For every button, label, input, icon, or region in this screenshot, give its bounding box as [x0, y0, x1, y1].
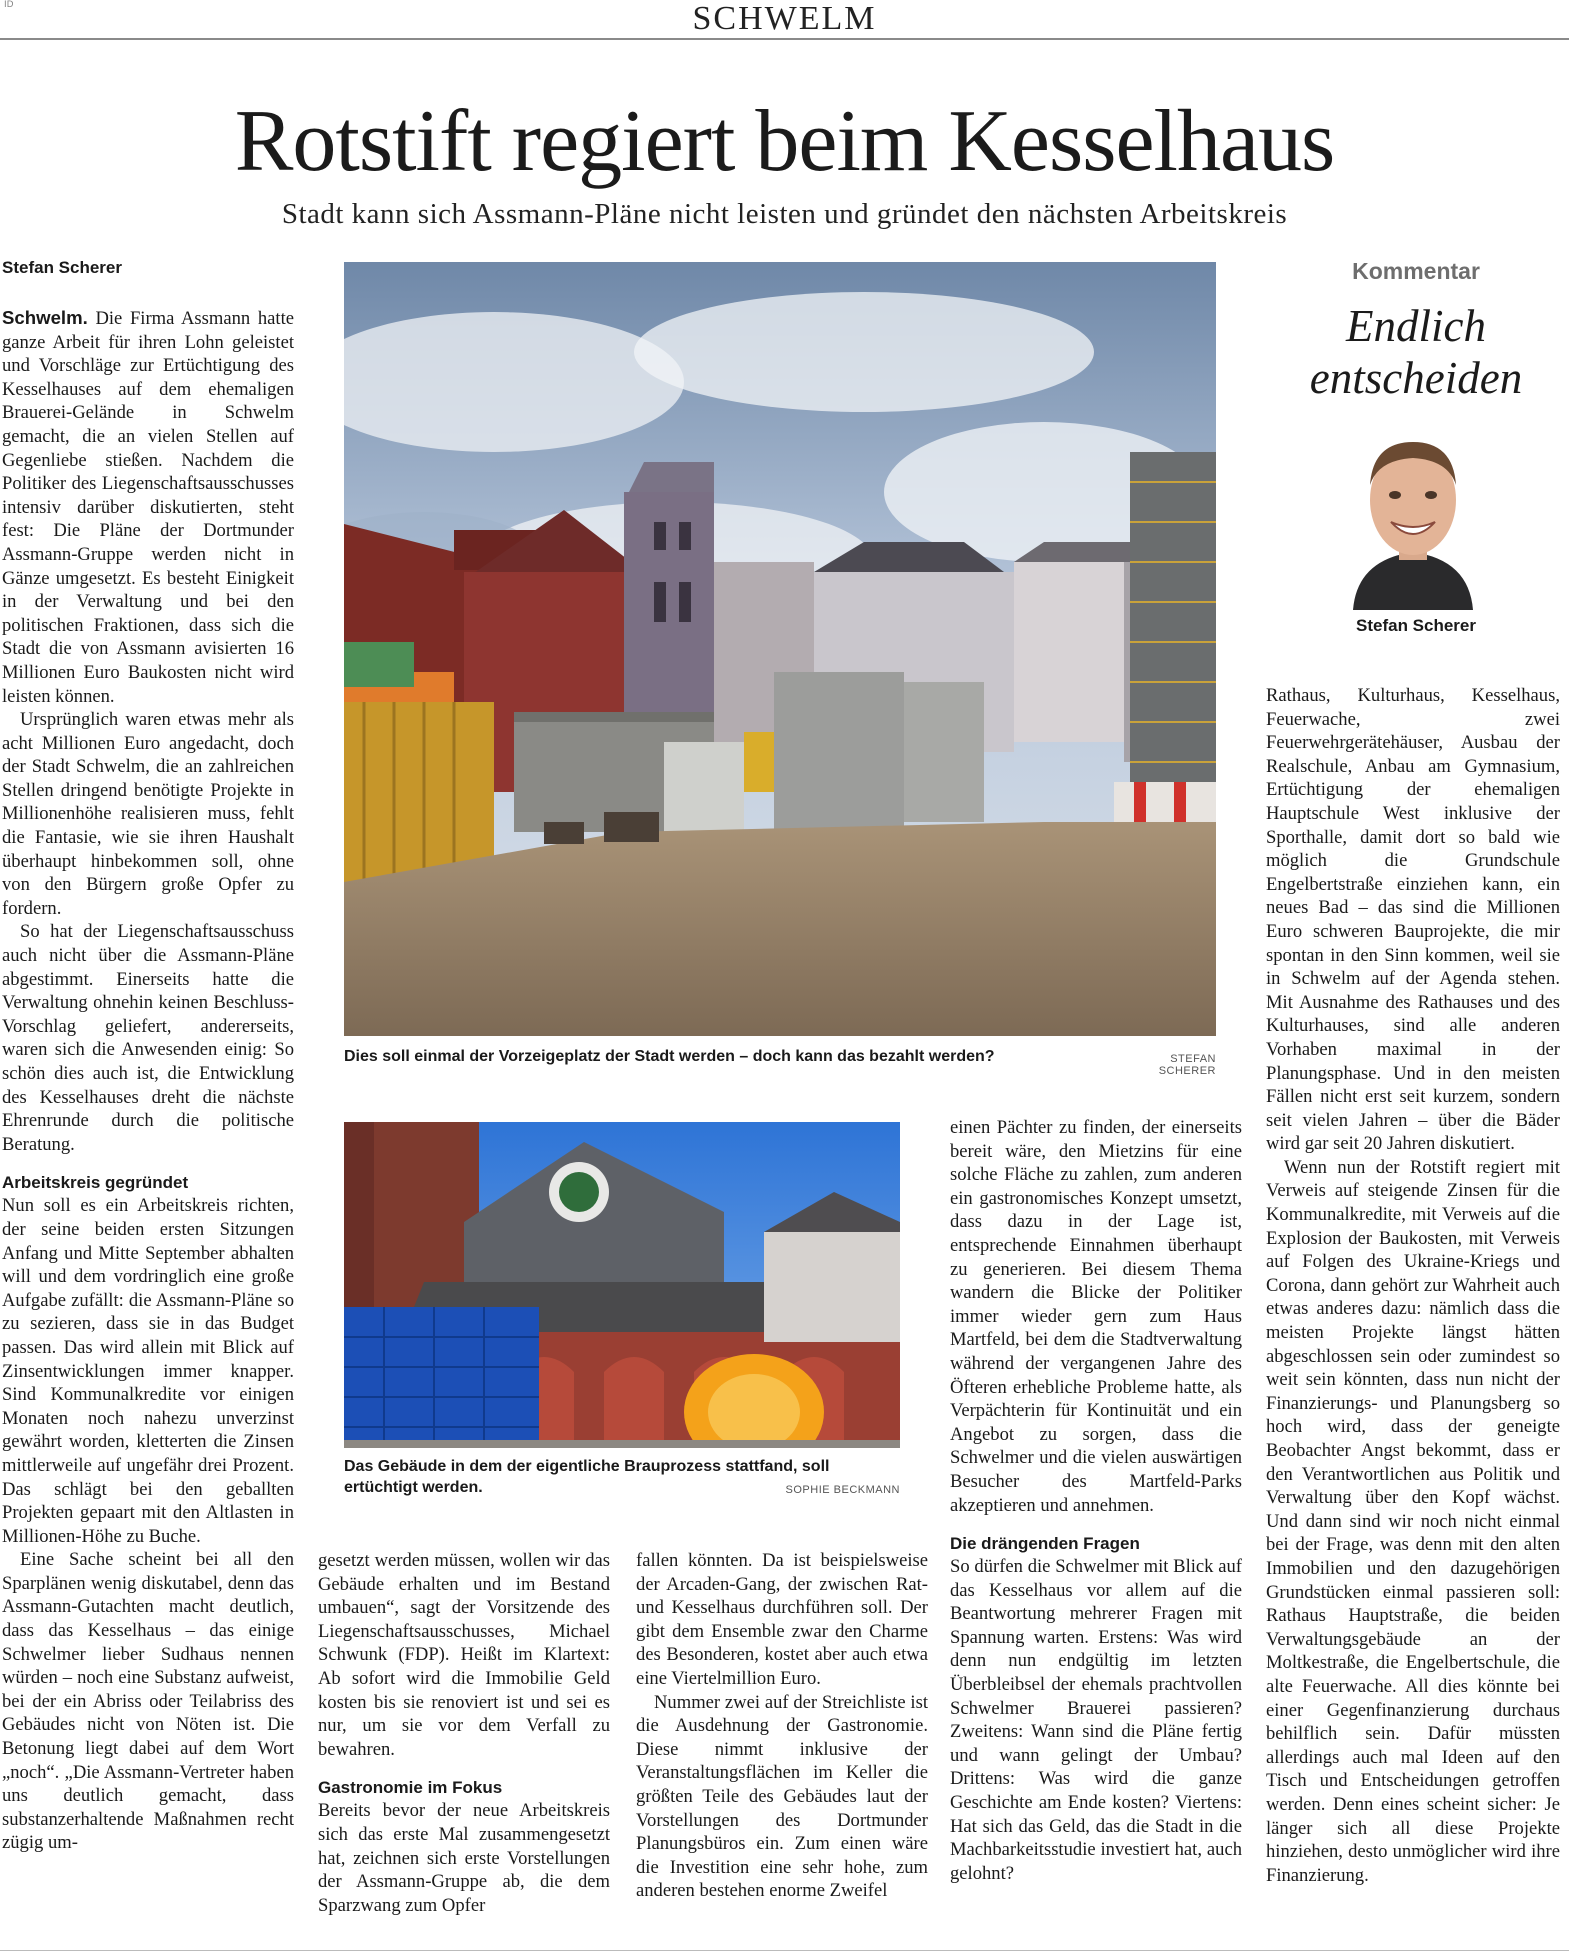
- article-column-3: [636, 1549, 928, 1903]
- corner-mark: ID: [4, 0, 14, 10]
- commentary-author: Stefan Scherer: [1356, 616, 1476, 635]
- article-paragraph: So hat der Liegenschaftsausschuss auch nicht über die Assmann-Pläne abgestimmt. Einerseits hatte die Verwaltung ohnehin keinen Beschluss-Vorschlag geliefert, andererseits, waren sich die Anwesenden einig: So schön dies auch ist, die Entwicklung des Kesselhauses dreht die nächste Ehrenrunde durch die politische Beratung.: [2, 921, 294, 1155]
- commentary-label: Kommentar: [1352, 258, 1480, 284]
- author-byline: Stefan Scherer: [2, 258, 122, 277]
- author-portrait: [1343, 430, 1483, 610]
- article-paragraph: gesetzt werden müssen, wollen wir das Gebäude erhalten und im Bestand umbauen“, sagt der Vorsitzende des Liegenschaftsausschusses, Michael Schwunk (FDP). Heißt im Klartext: Ab sofort wird die Immobilie Geld kosten bis sie renoviert ist und sei es nur, um sie vor dem Verfall zu bewahren.: [318, 1550, 610, 1760]
- second-photo-credit: SOPHIE BECKMANN: [785, 1484, 900, 1496]
- main-photo-caption: Dies soll einmal der Vorzeigeplatz der Stadt werden – doch kann das bezahlt werden?: [344, 1048, 995, 1065]
- main-photo-image: [344, 262, 1216, 1036]
- bottom-rule: [0, 1950, 1569, 1951]
- second-photo-image: [344, 1122, 900, 1448]
- article-column-2: [318, 1549, 610, 1917]
- commentary-paragraph: Wenn nun der Rotstift regiert mit Verweis auf steigende Zinsen für die Kommunalkredite, mit Verweis auf die Explosion der Baukosten, mit Verweis auf Folgen des Ukraine-Kriegs und Corona, dann gehört zur Wahrheit auch etwas anderes dazu: nämlich dass die meisten Projekte längst hätten abgeschlossen sein oder zumindest so weit sein könnten, dass nun nicht der Finanzierungs- und Planungsberg so hoch wird, dass der geneigte Beobachter Angst bekommt, dass er den Verantwortlichen aus Politik und Verwaltung über den Kopf wächst. Und dann sind wir noch nicht einmal bei der Frage, was denn mit den alten Immobilien und den dazugehörigen Grundstücken einmal passieren soll: Rathaus Hauptstraße, die beiden Verwaltungsgebäude an der Moltkestraße, die Engelbertschule, die alte Feuerwache. All dies könnte bei einer Gegenfinanzierung durchaus behilflich sein. Dafür müssten allerdings auch mal Ideen auf den Tisch und Entscheidungen getroffen werden. Denn eines scheint sicher: Je länger sich all diese Projekte hinziehen, desto unmöglicher wird ihre Finanzierung.: [1266, 1156, 1560, 1886]
- commentary-title-line: Endlich: [1346, 301, 1486, 351]
- article-paragraph: Nummer zwei auf der Streichliste ist die Ausdehnung der Gastronomie. Diese nimmt inklusive der Veranstaltungsflächen im Keller die größten Teile des Gebäudes laut der Vorstellungen des Dortmunder Planungsbüros ein. Zum einen wäre die Investition eine sehr hohe, zum anderen bestehen enorme Zweifel: [636, 1691, 928, 1902]
- commentary-body: [1266, 684, 1560, 1887]
- article-column-1: [2, 306, 294, 1855]
- article-paragraph: [2, 306, 294, 708]
- section-title: SCHWELM: [692, 0, 877, 37]
- author-portrait-image: [1343, 430, 1483, 610]
- article-column-4: [950, 1116, 1242, 1885]
- commentary-title-line: entscheiden: [1309, 353, 1523, 403]
- paragraph-text: Die Firma Assmann hatte ganze Arbeit für ihren Lohn geleistet und Vorschläge zur Ertüchtigung des Kesselhauses auf dem ehemaligen Brauerei-Gelände in Schwelm gemacht, die an vielen Stellen auf Gegenliebe stießen. Nachdem die Politiker des Liegenschaftsausschusses intensiv darüber diskutierten, steht fest: Die Pläne der Dortmunder Assmann-Gruppe werden nicht in Gänze umgesetzt. Es besteht Einigkeit in der Verwaltung und bei den politischen Fraktionen, dass sich die Stadt die von Assmann avisierten 16 Millionen Euro Baukosten nicht wird leisten können.: [2, 308, 294, 707]
- main-photo-credit: STEFAN SCHERER: [1158, 1053, 1216, 1077]
- second-photo: [344, 1122, 900, 1448]
- commentary-title: [1266, 300, 1566, 404]
- headline: Rotstift regiert beim Kesselhaus: [234, 93, 1335, 190]
- subheading: Die drängenden Fragen: [950, 1534, 1140, 1554]
- second-photo-caption: Das Gebäude in dem der eigentliche Brauprozess stattfand, soll ertüchtigt werden.: [344, 1458, 830, 1496]
- article-paragraph: einen Pächter zu finden, der einerseits bereit wäre, den Mietzins für eine solche Fläche zu zahlen, zum anderen ein gastronomisches Konzept umsetzt, dass dazu in der Lage ist, entsprechende Einnahmen überhaupt zu generieren. Bei diesem Thema wandern die Blicke der Politiker immer wieder gern zum Haus Martfeld, bei dem die Stadtverwaltung während der vergangenen Jahre des Öfteren erhebliche Probleme hatte, als Verpächterin für Kontinuität und ein Angebot zu sorgen, dass die Schwelmer und die vielen auswärtigen Besucher des Martfeld-Parks akzeptieren und annehmen.: [950, 1117, 1242, 1516]
- commentary-paragraph: Rathaus, Kulturhaus, Kesselhaus, Feuerwache, zwei Feuerwehrgerätehäuser, Ausbau der Realschule, Anbau am Gymnasium, Ertüchtigung der ehemaligen Hauptschule West inklusive der Sporthalle, damit dort so bald wie möglich die Grundschule Engelbertstraße einziehen kann, ein neues Bad – das sind die Millionen Euro schweren Bauprojekte, die mir spontan in den Sinn kommen, weil sie in Schwelm auf der Agenda stehen. Mit Ausnahme des Rathauses und des Kulturhauses, sind alle anderen Vorhaben maximal in der Planungsphase. Und in den meisten Fällen nicht erst seit kurzem, sondern seit vielen Jahren – über die Bäder wird gar seit 20 Jahren diskutiert.: [1266, 685, 1560, 1155]
- article-paragraph: Eine Sache scheint bei all den Sparplänen wenig diskutabel, denn das Assmann-Gutachten macht deutlich, dass das Kesselhaus – das einige Schwelmer lieber Sudhaus nennen würden – noch eine Substanz aufweist, bei der ein Abriss oder Teilabriss des Gebäudes nicht von Nöten ist. Die Betonung liegt dabei auf dem Wort „noch“. „Die Assmann-Vertreter haben uns deutlich gemacht, dass substanzerhaltende Maßnahmen recht zügig um-: [2, 1549, 294, 1854]
- main-photo: [344, 262, 1216, 1036]
- subheading: Gastronomie im Fokus: [318, 1778, 503, 1798]
- article-paragraph: Bereits bevor der neue Arbeitskreis sich das erste Mal zusammengesetzt hat, zeichnen sich erste Vorstellungen der Assmann-Gruppe ab, die dem Sparzwang zum Opfer: [318, 1800, 610, 1916]
- article-paragraph: So dürfen die Schwelmer mit Blick auf das Kesselhaus vor allem auf die Beantwortung mehrerer Fragen mit Spannung warten. Erstens: Was wird denn nun endgültig im letzten Überbleibsel der ehemals prachtvollen Schwelmer Brauerei passieren? Zweitens: Wann sind die Pläne fertig und wann gelingt der Umbau? Drittens: Was wird die ganze Geschichte am Ende kosten? Viertens: Hat sich das Geld, das die Stadt in die Machbarkeitsstudie investiert hat, auch gelohnt?: [950, 1556, 1242, 1884]
- dateline: Schwelm.: [2, 307, 88, 328]
- header-rule: [0, 38, 1569, 40]
- subheadline: Stadt kann sich Assmann-Pläne nicht leisten und gründet den nächsten Arbeitskreis: [281, 198, 1288, 230]
- article-paragraph: Nun soll es ein Arbeitskreis richten, der seine beiden ersten Sitzungen Anfang und Mitte September abhalten will und dem vordringlich eine große Aufgabe zufällt: die Assmann-Pläne so zu sezieren, dass sie in das Budget passen. Das wird allein mit Blick auf Zinsentwicklungen immer knapper. Sind Kommunalkredite vor einigen Monaten noch nahezu unverzinst gewährt worden, kletterten die Zinsen mittlerweile auf ungefähr drei Prozent. Das schlägt bei den geballten Projekten gepaart mit den Altlasten in Millionen-Höhe zu Buche.: [2, 1195, 294, 1547]
- subheading: Arbeitskreis gegründet: [2, 1173, 189, 1193]
- article-paragraph: Ursprünglich waren etwas mehr als acht Millionen Euro angedacht, doch der Stadt Schwelm, die an zahlreichen Stellen dringend benötigte Projekte in Millionenhöhe realisieren muss, fehlt die Fantasie, wie sie ihren Haushalt überhaupt hinbekommen soll, ohne von den Bürgern große Opfer zu fordern.: [2, 709, 294, 919]
- article-paragraph: fallen könnten. Da ist beispielsweise der Arcaden-Gang, der zwischen Rat- und Kesselhaus durchführen soll. Der gibt dem Ensemble zwar den Charme des Besonderen, kostet aber auch etwa eine Viertelmillion Euro.: [636, 1550, 928, 1689]
